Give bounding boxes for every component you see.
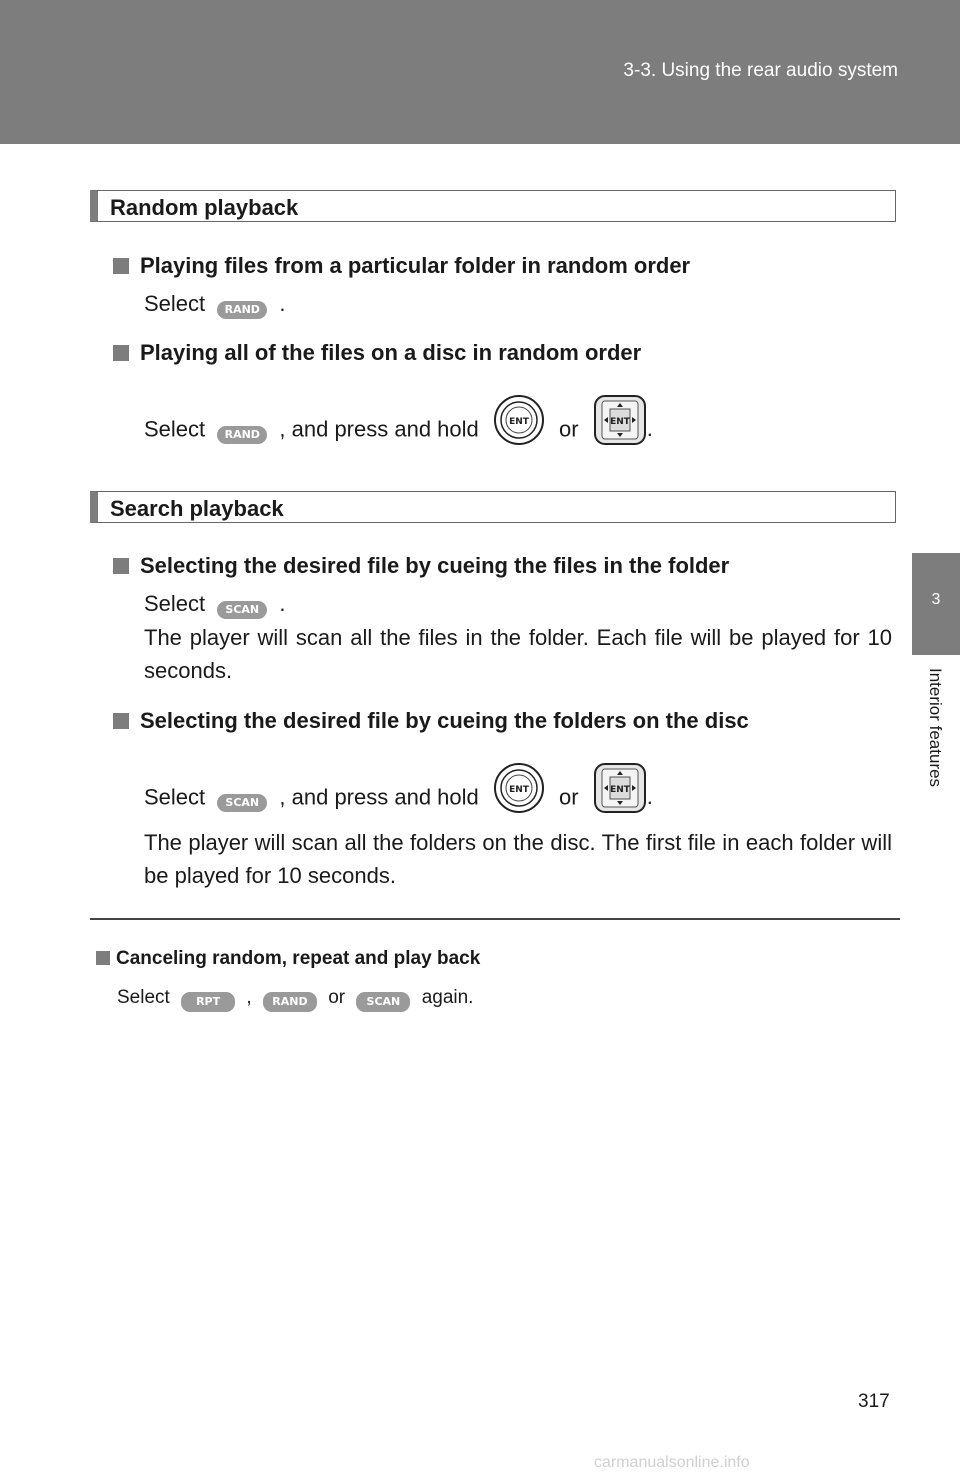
section-heading-random (90, 190, 896, 222)
square-bullet-icon (96, 951, 110, 965)
ent-dial-icon[interactable] (493, 394, 545, 467)
rpt-button[interactable]: RPT (181, 992, 235, 1012)
sub-heading-search-folder: Selecting the desired file by cueing the files in the folder (113, 553, 729, 579)
description-text: The player will scan all the files in the folder. Each file will be played for 10 seconds. (144, 625, 892, 683)
chapter-number: 3 (931, 591, 941, 608)
chapter-label: Interior features (926, 668, 945, 788)
instruction-line: Select SCAN . (144, 591, 286, 619)
section-heading-text: Random playback (110, 195, 299, 220)
header-bar (0, 0, 960, 144)
rand-button[interactable]: RAND (217, 426, 267, 444)
scan-button[interactable]: SCAN (356, 992, 410, 1012)
ent-dial-icon[interactable] (493, 762, 545, 835)
section-heading-search (90, 491, 896, 523)
note-heading: Canceling random, repeat and play back (96, 948, 480, 970)
square-bullet-icon (113, 713, 129, 729)
section-heading-text: Search playback (110, 496, 284, 521)
instruction-line: Select SCAN , and press and hold ENT or ENT . (144, 762, 653, 835)
page-number: 317 (858, 1391, 890, 1412)
square-bullet-icon (113, 345, 129, 361)
sub-heading-random-folder: Playing files from a particular folder in random order (113, 253, 690, 279)
scan-button[interactable]: SCAN (217, 794, 267, 812)
ent-pad-icon[interactable] (593, 394, 647, 467)
svg-text:ENT: ENT (508, 417, 529, 427)
scan-button[interactable]: SCAN (217, 601, 267, 619)
square-bullet-icon (113, 558, 129, 574)
rand-button[interactable]: RAND (263, 992, 317, 1012)
instruction-line: Select RAND . (144, 291, 286, 319)
rand-button[interactable]: RAND (217, 301, 267, 319)
header-title: 3-3. Using the rear audio system (623, 60, 898, 81)
instruction-line: Select RAND , and press and hold ENT or ENT . (144, 394, 653, 467)
note-instruction: Select RPT , RAND or SCAN again. (117, 987, 473, 1012)
divider (90, 918, 900, 920)
sub-heading-search-disc: Selecting the desired file by cueing the folders on the disc (113, 708, 749, 734)
svg-text:ENT: ENT (508, 785, 529, 795)
chapter-tab (912, 553, 960, 655)
sub-heading-random-disc: Playing all of the files on a disc in random order (113, 340, 641, 366)
description-text: The player will scan all the folders on the disc. The first file in each folder will be played for 10 seconds. (144, 830, 892, 888)
svg-text:ENT: ENT (609, 417, 630, 427)
svg-text:ENT: ENT (609, 785, 630, 795)
square-bullet-icon (113, 258, 129, 274)
watermark: carmanualsonline.info (594, 1454, 750, 1471)
ent-pad-icon[interactable] (593, 762, 647, 835)
